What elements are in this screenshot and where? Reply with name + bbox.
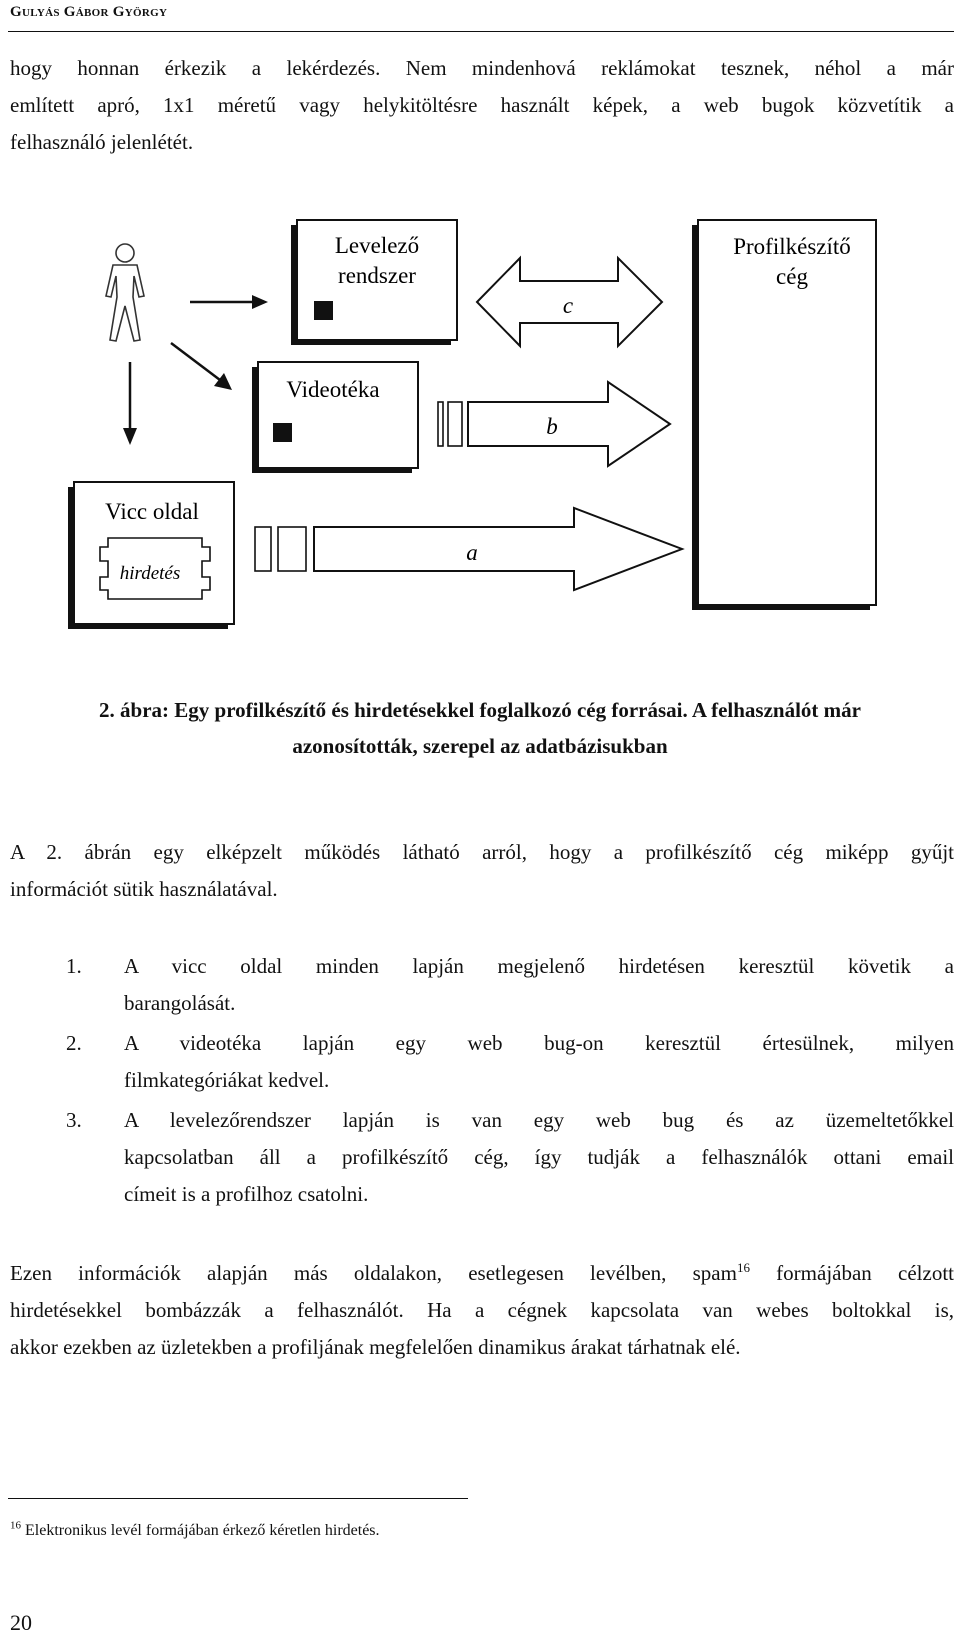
intro-line-3: felhasználó jelenlétét. [10,130,194,154]
para3-line-2: hirdetésekkel bombázzák a felhasználót. Ha a cégnek kapcsolata van webes boltokkal is, [10,1298,954,1322]
page-number: 20 [10,1610,32,1635]
arrow-to-mail-icon [190,295,268,309]
list-item-1-line-1: A vicc oldal minden lapján megjelenő hirdetésen keresztül követik a [124,954,954,978]
para3-line-1 [10,1255,954,1292]
list-item-2 [10,1025,954,1105]
para3-line-3: akkor ezekben az üzletekben a profiljának megfelelően dinamikus árakat tárhatnak elé. [10,1335,741,1359]
running-header: Gulyás Gábor György [10,4,168,20]
video-box-label: Videotéka [286,377,380,402]
mail-box-label-1: Levelező [334,233,420,258]
list-item-2-line-2: filmkategóriákat kedvel. [124,1068,330,1092]
list-number: 3. [66,1108,82,1132]
mail-box-label-2: rendszer [338,263,416,288]
paragraph-3 [10,1255,954,1366]
list-item-2-line-1: A videotéka lapján egy web bug-on keresztül értesülnek, milyen [124,1031,954,1055]
list-item-1 [10,948,954,1028]
arrow-a [255,508,682,590]
arrow-a-label: a [466,540,478,565]
para3-line-1-start: Ezen információk alapján más oldalakon, esetlegesen levélben, spam [10,1261,737,1285]
web-bug-square-icon [273,423,292,442]
intro-line-2: említett apró, 1x1 méretű vagy helykitöltésre használt képek, a web bugok közvetítik a [10,93,954,117]
para3-line-1-end: formájában célzott [749,1261,954,1285]
footnote-text: Elektronikus levél formájában érkező kéretlen hirdetés. [21,1522,380,1539]
list-item-3-line-3: címeit is a profilhoz csatolni. [124,1182,369,1206]
list-number: 2. [66,1031,82,1055]
list-item-3 [10,1102,954,1222]
double-arrow-c [477,258,662,346]
list-item-3-line-2: kapcsolatban áll a profilkészítő cég, így tudják a felhasználók ottani email [124,1145,954,1169]
para2-line-2: információt sütik használatával. [10,877,278,901]
list-item-3-line-1: A levelezőrendszer lapján is van egy web bug és az üzemeltetőkkel [124,1108,954,1132]
user-figure-icon [106,244,144,341]
footnote [10,1519,380,1540]
figure-caption [0,692,960,764]
list-item-1-line-2: barangolását. [124,991,236,1015]
web-bug-square-icon [314,301,333,320]
mail-system-box [291,220,457,345]
video-store-box [252,362,418,473]
arrow-c-label: c [562,293,574,318]
paragraph-2 [10,834,954,908]
list-number: 1. [66,954,82,978]
arrow-to-joke-icon [123,362,137,445]
profiler-label-1: Profilkészítő [733,234,851,259]
figure-diagram [0,200,960,640]
para2-line-1: A 2. ábrán egy elképzelt működés látható arról, hogy a profilkészítő cég miképp gyűjt [10,840,954,864]
header-rule [8,31,954,32]
arrow-b-label: b [546,414,558,439]
footnote-separator [8,1498,468,1499]
caption-line-2: azonosították, szerepel az adatbázisukban [292,734,668,758]
arrow-b [438,382,670,466]
caption-line-1: 2. ábra: Egy profilkészítő és hirdetésekkel foglalkozó cég forrásai. A felhasználót már [99,698,861,722]
arrow-to-video-icon [171,343,232,390]
footnote-number: 16 [10,1519,21,1532]
profiler-company-box [692,220,876,610]
profiler-label-2: cég [776,264,808,289]
intro-line-1: hogy honnan érkezik a lekérdezés. Nem mindenhová reklámokat tesznek, néhol a már [10,56,954,80]
joke-site-box [68,482,234,629]
ad-label: hirdetés [119,563,181,584]
joke-box-label: Vicc oldal [105,499,199,524]
intro-paragraph [10,50,954,161]
footnote-reference: 16 [736,1260,750,1275]
